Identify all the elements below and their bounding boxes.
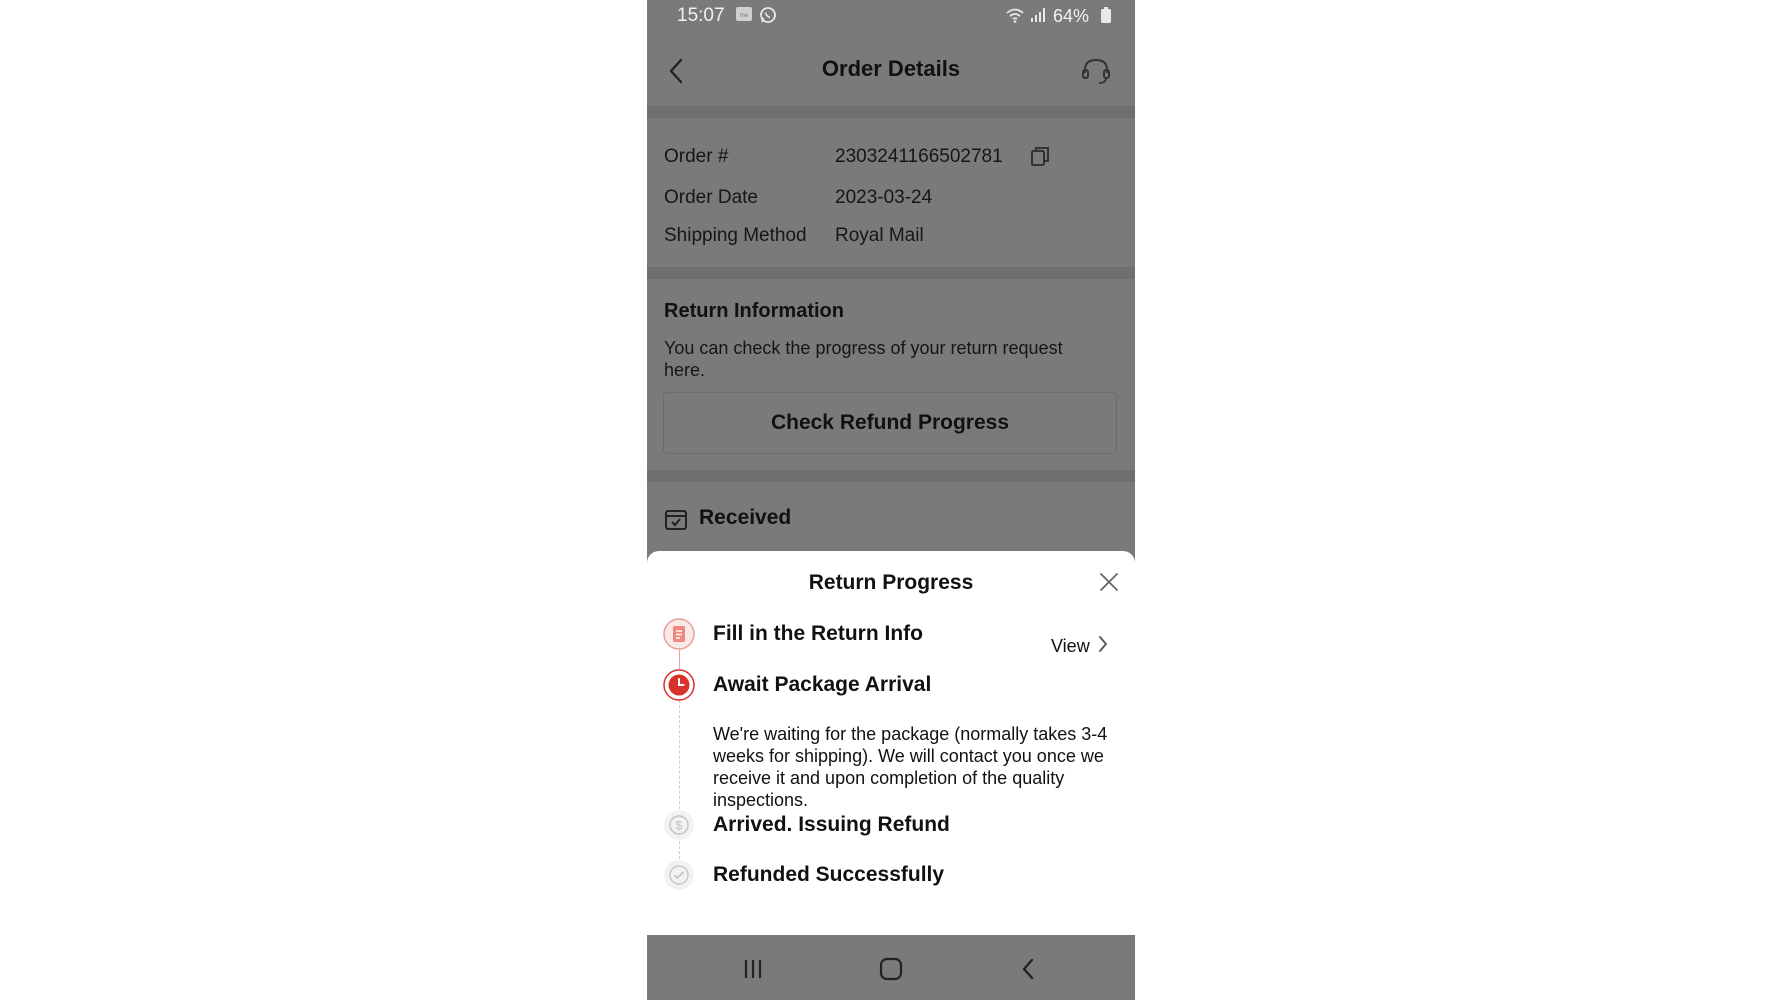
sheet-title: Return Progress: [808, 571, 974, 594]
system-navigation-bar: [647, 935, 1135, 1000]
home-icon[interactable]: [878, 956, 904, 982]
order-date-value: 2023-03-24: [835, 187, 933, 208]
check-circle-icon: [663, 859, 695, 891]
close-icon[interactable]: [1098, 571, 1120, 593]
svg-text:me: me: [739, 13, 749, 19]
section-divider: [647, 106, 1135, 118]
timeline-connector: [679, 650, 680, 669]
order-number-label: Order #: [664, 146, 729, 167]
shipping-method-label: Shipping Method: [664, 225, 807, 246]
view-return-info-link[interactable]: [1051, 635, 1108, 658]
step-title: Refunded Successfully: [713, 863, 945, 886]
view-link-label: View: [1051, 636, 1090, 656]
order-info-card: [647, 118, 1135, 267]
package-check-icon: [664, 507, 688, 531]
return-progress-sheet: [647, 551, 1135, 935]
page-title: Order Details: [821, 56, 961, 81]
battery-icon: [1100, 6, 1112, 30]
timeline-connector: [679, 700, 680, 809]
shipping-method-value: Royal Mail: [835, 225, 924, 246]
step-title: Arrived. Issuing Refund: [713, 813, 950, 836]
return-info-title: Return Information: [664, 300, 844, 322]
clock-icon: [663, 669, 695, 701]
battery-percentage: 64%: [1053, 6, 1090, 26]
timeline-connector: [679, 841, 680, 859]
check-refund-progress-button[interactable]: Check Refund Progress: [663, 392, 1117, 454]
signal-icon: [1029, 6, 1047, 30]
step-description: We're waiting for the package (normally takes 3-4 weeks for shipping). We will contact you once we receive it and upon completion of the quality inspections.: [713, 724, 1108, 810]
status-bar: [647, 0, 1135, 32]
step-title: Fill in the Return Info: [713, 622, 923, 645]
received-status-label: Received: [699, 506, 792, 529]
copy-icon[interactable]: [1029, 145, 1051, 167]
gallery-icon: [735, 6, 753, 28]
status-time: 15:07: [677, 5, 725, 26]
svg-text:$: $: [675, 818, 683, 833]
phone-screen: [647, 0, 1135, 1000]
chevron-right-icon: [1098, 635, 1108, 658]
section-divider: [647, 267, 1135, 279]
dollar-icon: [663, 809, 695, 841]
document-icon: [663, 618, 695, 650]
wifi-icon: [1005, 6, 1025, 30]
recents-icon[interactable]: [740, 956, 766, 982]
top-navbar: [647, 32, 1135, 106]
step-title: Await Package Arrival: [713, 673, 932, 696]
whatsapp-icon: [759, 6, 777, 30]
return-info-description: You can check the progress of your return request here.: [664, 338, 1063, 380]
section-divider: [647, 470, 1135, 482]
order-number-value: 2303241166502781: [835, 146, 1003, 167]
order-date-label: Order Date: [664, 187, 758, 208]
back-icon[interactable]: [1016, 956, 1042, 982]
headset-icon[interactable]: [1080, 56, 1112, 86]
